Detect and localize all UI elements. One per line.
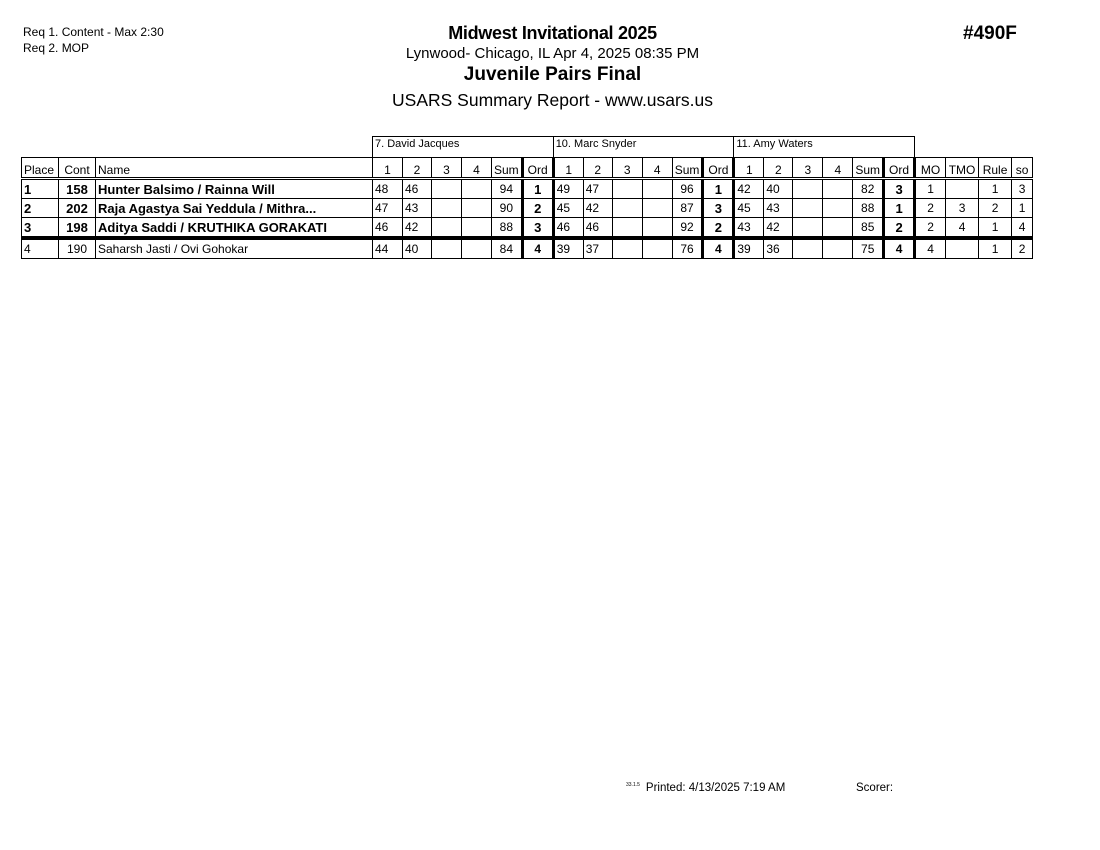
score: [462, 199, 492, 218]
col-sum: Sum: [672, 158, 703, 179]
score: 48: [373, 179, 403, 199]
col-so: so: [1012, 158, 1033, 179]
place: 1: [22, 179, 59, 199]
col-score-2: 2: [403, 158, 432, 179]
so: 2: [1012, 238, 1033, 259]
ordinal: 3: [884, 179, 915, 199]
col-ord: Ord: [884, 158, 915, 179]
score: [612, 179, 642, 199]
col-score-1: 1: [734, 158, 764, 179]
score: [793, 218, 823, 239]
judge-2-label: 10. Marc Snyder: [553, 137, 734, 158]
col-place: Place: [22, 158, 59, 179]
ordinal: 2: [522, 199, 553, 218]
mo: 4: [915, 238, 946, 259]
col-score-4: 4: [462, 158, 492, 179]
score: [823, 199, 853, 218]
footer-printed: [626, 782, 785, 794]
score: 47: [373, 199, 403, 218]
mo: 2: [915, 199, 946, 218]
score: 46: [553, 218, 583, 239]
sum: 92: [672, 218, 703, 239]
col-score-3: 3: [612, 158, 642, 179]
skater-names: Saharsh Jasti / Ovi Gohokar: [96, 238, 373, 259]
score: [793, 179, 823, 199]
score: [642, 199, 672, 218]
tmo: 3: [946, 199, 979, 218]
rule: 1: [979, 179, 1012, 199]
score: 39: [553, 238, 583, 259]
ordinal: 3: [703, 199, 734, 218]
score: 42: [403, 218, 432, 239]
skater-names: Hunter Balsimo / Rainna Will: [96, 179, 373, 199]
printed-timestamp: Printed: 4/13/2025 7:19 AM: [645, 782, 786, 794]
score: [462, 179, 492, 199]
event-title: Juvenile Pairs Final: [463, 64, 642, 85]
score: 46: [583, 218, 612, 239]
judge-1-label: 7. David Jacques: [373, 137, 554, 158]
contestant-number: 158: [59, 179, 96, 199]
col-tmo: TMO: [946, 158, 979, 179]
score: [432, 199, 462, 218]
score: [432, 238, 462, 259]
results-table: [21, 136, 1033, 259]
table-row: [22, 218, 1033, 239]
scorer-label: Scorer:: [856, 782, 894, 794]
so: 3: [1012, 179, 1033, 199]
place: 4: [22, 238, 59, 259]
score: [823, 179, 853, 199]
col-score-2: 2: [764, 158, 793, 179]
score: 39: [734, 238, 764, 259]
score: 42: [764, 218, 793, 239]
col-score-2: 2: [583, 158, 612, 179]
col-ord: Ord: [703, 158, 734, 179]
tmo: 4: [946, 218, 979, 239]
score: [462, 218, 492, 239]
col-score-1: 1: [553, 158, 583, 179]
contestant-number: 202: [59, 199, 96, 218]
event-number: #490F: [963, 23, 1017, 44]
sum: 87: [672, 199, 703, 218]
sum: 88: [853, 199, 884, 218]
place: 2: [22, 199, 59, 218]
score: 49: [553, 179, 583, 199]
score: 45: [734, 199, 764, 218]
score: 46: [403, 179, 432, 199]
score: [462, 238, 492, 259]
score: 46: [373, 218, 403, 239]
tmo: [946, 179, 979, 199]
col-sum: Sum: [853, 158, 884, 179]
score: [823, 238, 853, 259]
ordinal: 4: [884, 238, 915, 259]
score: [612, 199, 642, 218]
column-header-row: [22, 158, 1033, 179]
sum: 76: [672, 238, 703, 259]
rule: 2: [979, 199, 1012, 218]
ordinal: 1: [703, 179, 734, 199]
col-score-4: 4: [823, 158, 853, 179]
score: 43: [764, 199, 793, 218]
table-row: [22, 179, 1033, 199]
ordinal: 1: [522, 179, 553, 199]
col-name: Name: [96, 158, 373, 179]
ordinal: 3: [522, 218, 553, 239]
rule: 1: [979, 238, 1012, 259]
score: [642, 238, 672, 259]
mo: 2: [915, 218, 946, 239]
score: 40: [403, 238, 432, 259]
col-score-4: 4: [642, 158, 672, 179]
requirement-2: Req 2. MOP: [23, 41, 90, 55]
score: 37: [583, 238, 612, 259]
sum: 96: [672, 179, 703, 199]
score: 43: [734, 218, 764, 239]
so: 4: [1012, 218, 1033, 239]
mo: 1: [915, 179, 946, 199]
score: 43: [403, 199, 432, 218]
place: 3: [22, 218, 59, 239]
score: [642, 218, 672, 239]
judge-3-label: 11. Amy Waters: [734, 137, 915, 158]
so: 1: [1012, 199, 1033, 218]
score: 36: [764, 238, 793, 259]
table-row: [22, 199, 1033, 218]
sum: 88: [492, 218, 523, 239]
table-row: [22, 238, 1033, 259]
col-ord: Ord: [522, 158, 553, 179]
competition-title: Midwest Invitational 2025: [448, 23, 657, 43]
score: [612, 238, 642, 259]
sum: 82: [853, 179, 884, 199]
score: [432, 179, 462, 199]
sum: 94: [492, 179, 523, 199]
score: [432, 218, 462, 239]
score: [612, 218, 642, 239]
ordinal: 1: [884, 199, 915, 218]
ordinal: 4: [522, 238, 553, 259]
rule: 1: [979, 218, 1012, 239]
col-rule: Rule: [979, 158, 1012, 179]
score: 45: [553, 199, 583, 218]
sum: 75: [853, 238, 884, 259]
report-title: USARS Summary Report - www.usars.us: [392, 90, 713, 110]
skater-names: Raja Agastya Sai Yeddula / Mithra...: [96, 199, 373, 218]
sum: 85: [853, 218, 884, 239]
score: [823, 218, 853, 239]
score: 47: [583, 179, 612, 199]
col-score-3: 3: [793, 158, 823, 179]
location-datetime: Lynwood- Chicago, IL Apr 4, 2025 08:35 PM: [405, 45, 700, 62]
judge-header-row: [22, 137, 1033, 158]
col-mo: MO: [915, 158, 946, 179]
col-sum: Sum: [492, 158, 523, 179]
score: 44: [373, 238, 403, 259]
sum: 90: [492, 199, 523, 218]
score: [642, 179, 672, 199]
col-score-1: 1: [373, 158, 403, 179]
ordinal: 2: [703, 218, 734, 239]
contestant-number: 198: [59, 218, 96, 239]
tmo: [946, 238, 979, 259]
sum: 84: [492, 238, 523, 259]
ordinal: 2: [884, 218, 915, 239]
ordinal: 4: [703, 238, 734, 259]
score: [793, 199, 823, 218]
score: 42: [583, 199, 612, 218]
contestant-number: 190: [59, 238, 96, 259]
requirement-1: Req 1. Content - Max 2:30: [23, 25, 164, 39]
col-score-3: 3: [432, 158, 462, 179]
skater-names: Aditya Saddi / KRUTHIKA GORAKATI: [96, 218, 373, 239]
col-cont: Cont: [59, 158, 96, 179]
score: 40: [764, 179, 793, 199]
version-number: 33.1.5: [626, 782, 640, 788]
score: [793, 238, 823, 259]
score: 42: [734, 179, 764, 199]
